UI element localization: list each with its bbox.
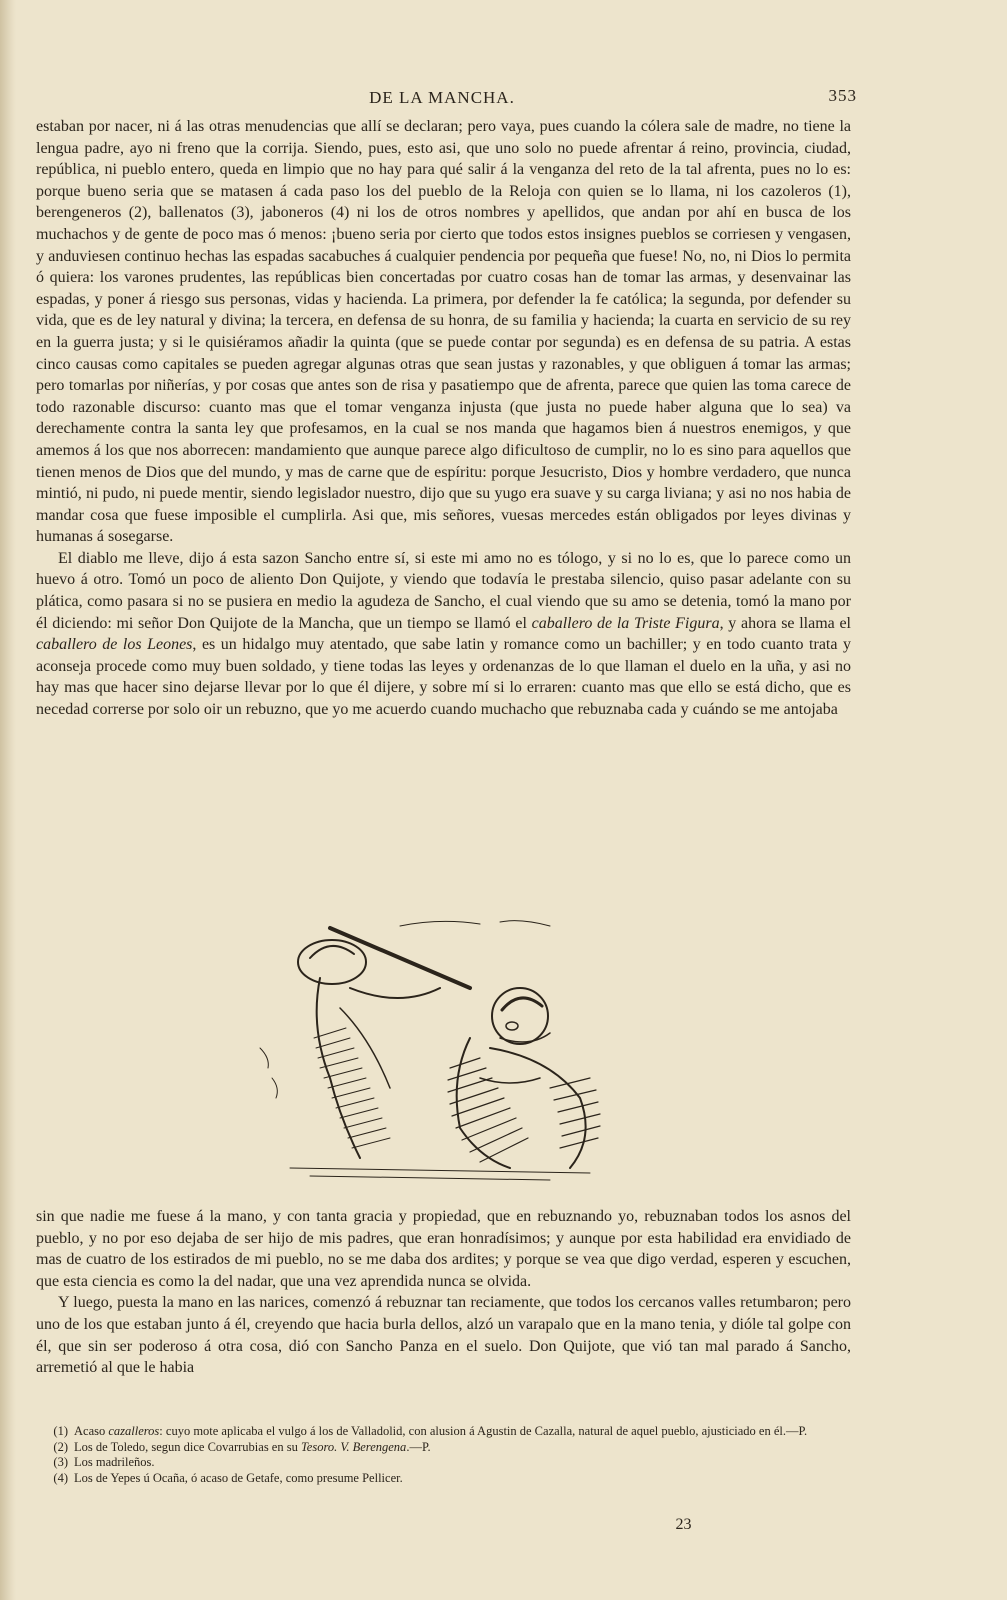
footnote-mark: (2) bbox=[53, 1439, 68, 1454]
text-run: El diablo me lleve, dijo á esta sazon Sancho entre sí, si este mi amo no es tólogo, y si no lo es, que lo parece como un huevo á otro. Tomó un poco de aliento Don Quijote, y viendo que todavía le prestaba silencio, quiso pasar adelante con su plática, como pasara si no se pusiera en medio la agudeza de Sancho, el cual viendo que su amo se detenia, tomó la mano por él diciendo: mi señor Don Quijote de la Mancha, que un tiempo se llamó el bbox=[36, 549, 851, 632]
footnote-text: Los de Toledo, segun dice Covarrubias en su bbox=[74, 1439, 301, 1454]
text-run: , es un hidalgo muy atentado, que sabe latin y romance como un bachiller; y en todo cuanto trata y aconseja procede como muy buen soldado, y tiene todas las leyes y ordenanzas de lo que llaman el duelo en la uña, y asi no hay mas que hacer sino dejarse llevar por lo que él dijere, y sobre mí si lo erraren: cuanto mas que ello se está dicho, que es necedad correrse por solo oir un rebuzno, que yo me acuerdo cuando muchacho que rebuznaba cada y cuándo se me antojaba bbox=[36, 636, 852, 719]
footnote-3 bbox=[40, 1455, 852, 1471]
paragraph: Y luego, puesta la mano en las narices, comenzó á rebuznar tan reciamente, que todos los cercanos valles retumbaron; pero uno de los que estaban junto á él, creyendo que hacia burla dellos, alzó un varapalo que en la mano tenia, y dióle tal golpe con él, que sin ser poderoso á otra cosa, dió con Sancho Panza en el suelo. Don Quijote, que vió tan mal parado á Sancho, arremetió al que le habia bbox=[36, 1294, 851, 1377]
footnote-text: : cuyo mote aplicaba el vulgo á los de Valladolid, con alusion á Agustin de Cazalla, natural de aquel pueblo, ajusticiado en él.—P. bbox=[159, 1424, 808, 1438]
page-number: 353 bbox=[828, 86, 857, 105]
footnote-mark: (1) bbox=[53, 1424, 68, 1438]
footnotes bbox=[40, 1424, 852, 1486]
signature-mark bbox=[0, 1516, 1007, 1534]
footnote-mark: (3) bbox=[53, 1455, 68, 1469]
footnote-mark: (4) bbox=[53, 1470, 68, 1485]
footnote-text: .—P. bbox=[406, 1439, 431, 1454]
italic-title: caballero de la Triste Figura bbox=[531, 614, 720, 632]
body-text-top bbox=[36, 116, 851, 721]
signature-number: 23 bbox=[675, 1516, 692, 1533]
text-run: , y ahora se llama el bbox=[719, 614, 851, 632]
footnote-text: Los de Yepes ú Ocaña, ó acaso de Getafe, como presume Pellicer. bbox=[74, 1470, 403, 1485]
paragraph: sin que nadie me fuese á la mano, y con tanta gracia y propiedad, que en rebuznando yo, rebuznaban todos los asnos del pueblo, y no por eso dejaba de ser hijo de mis padres, que eran honradísimos; y aunque por esta habilidad era envidiado de mas de cuatro de los estirados de mi pueblo, no se me daba dos ardites; y porque se vea que digo verdad, esperen y escuchen, que esta ciencia es como la del nadar, que una vez aprendida nunca se olvida. bbox=[36, 1208, 851, 1290]
engraving-villager-striking-sancho-icon bbox=[250, 918, 630, 1188]
footnote-italic: Tesoro. V. Berengena bbox=[300, 1439, 407, 1454]
italic-title: caballero de los Leones bbox=[36, 636, 193, 654]
footnote-4 bbox=[40, 1471, 852, 1487]
body-text-bottom bbox=[36, 1206, 851, 1379]
page-binding-shadow bbox=[0, 0, 16, 1600]
paragraph: estaban por nacer, ni á las otras menudencias que allí se declaran; pero vaya, pues cuando la cólera sale de madre, no tiene la lengua padre, ayo ni freno que la corrija. Siendo, pues, esto asi, que uno solo no puede afrentar á reino, provincia, ciudad, república, ni pueblo entero, queda en limpio que no hay para qué salir á la venganza del reto de la tal afrenta, pues no lo es: porque bueno seria que se matasen á cada paso los del pueblo de la Reloja con quien se lo llama, ni los cazoleros (1), berengeneros (2), ballenatos (3), jaboneros (4) ni los de otros nombres y apellidos, que andan por ahí en busca de los muchachos y de gente de poco mas ó menos: ¡bueno seria por cierto que todos estos insignes pueblos se corriesen y vengasen, y anduviesen continuo hechas las espadas sacabuches á cualquier pendencia por pequeña que fuese! No, no, ni Dios lo permita ó quiera: los varones prudentes, las repúblicas bien concertadas por cuatro cosas han de tomar las armas, y desenvainar las espadas, y poner á riesgo sus personas, vidas y hacienda. La primera, por defender la fe católica; la segunda, por defender su vida, que es de ley natural y divina; la tercera, en defensa de su honra, de su familia y hacienda; la cuarta en servicio de su rey en la guerra justa; y si le quisiéramos añadir la quinta (que se puede contar por segunda) es en defensa de su patria. A estas cinco causas como capitales se pueden agregar algunas otras que sean justas y razonables, y que obliguen á tomar las armas; pero tomarlas por niñerías, y por cosas que antes son de risa y pasatiempo que de afrenta, parece que quien las toma carece de todo razonable discurso: cuanto mas que el tomar venganza injusta (que justa no puede haber alguna que lo sea) va derechamente contra la santa ley que profesamos, en la cual se nos manda que hagamos bien á nuestros enemigos, y que amemos á los que nos aborrecen: mandamiento que aunque parece algo dificultoso de cumplir, no lo es sino para aquellos que tienen menos de Dios que del mundo, y mas de carne que de espíritu: porque Jesucristo, Dios y hombre verdadero, que nunca mintió, ni pudo, ni puede mentir, siendo legislador nuestro, dijo que su yugo era suave y su carga liviana; y asi no nos habia de mandar cosa que fuese imposible el cumplirla. Asi que, mis señores, vuesas mercedes están obligados por leyes divinas y humanas á sosegarse. bbox=[36, 118, 851, 546]
footnote-2 bbox=[40, 1440, 852, 1456]
footnote-1 bbox=[40, 1424, 852, 1440]
footnote-italic: cazalleros bbox=[108, 1424, 160, 1438]
footnote-text: Acaso bbox=[74, 1424, 109, 1438]
paragraph-sancho bbox=[36, 548, 851, 721]
footnote-text: Los madrileños. bbox=[74, 1455, 155, 1469]
running-head bbox=[0, 88, 1007, 112]
running-title: DE LA MANCHA. bbox=[369, 88, 515, 107]
